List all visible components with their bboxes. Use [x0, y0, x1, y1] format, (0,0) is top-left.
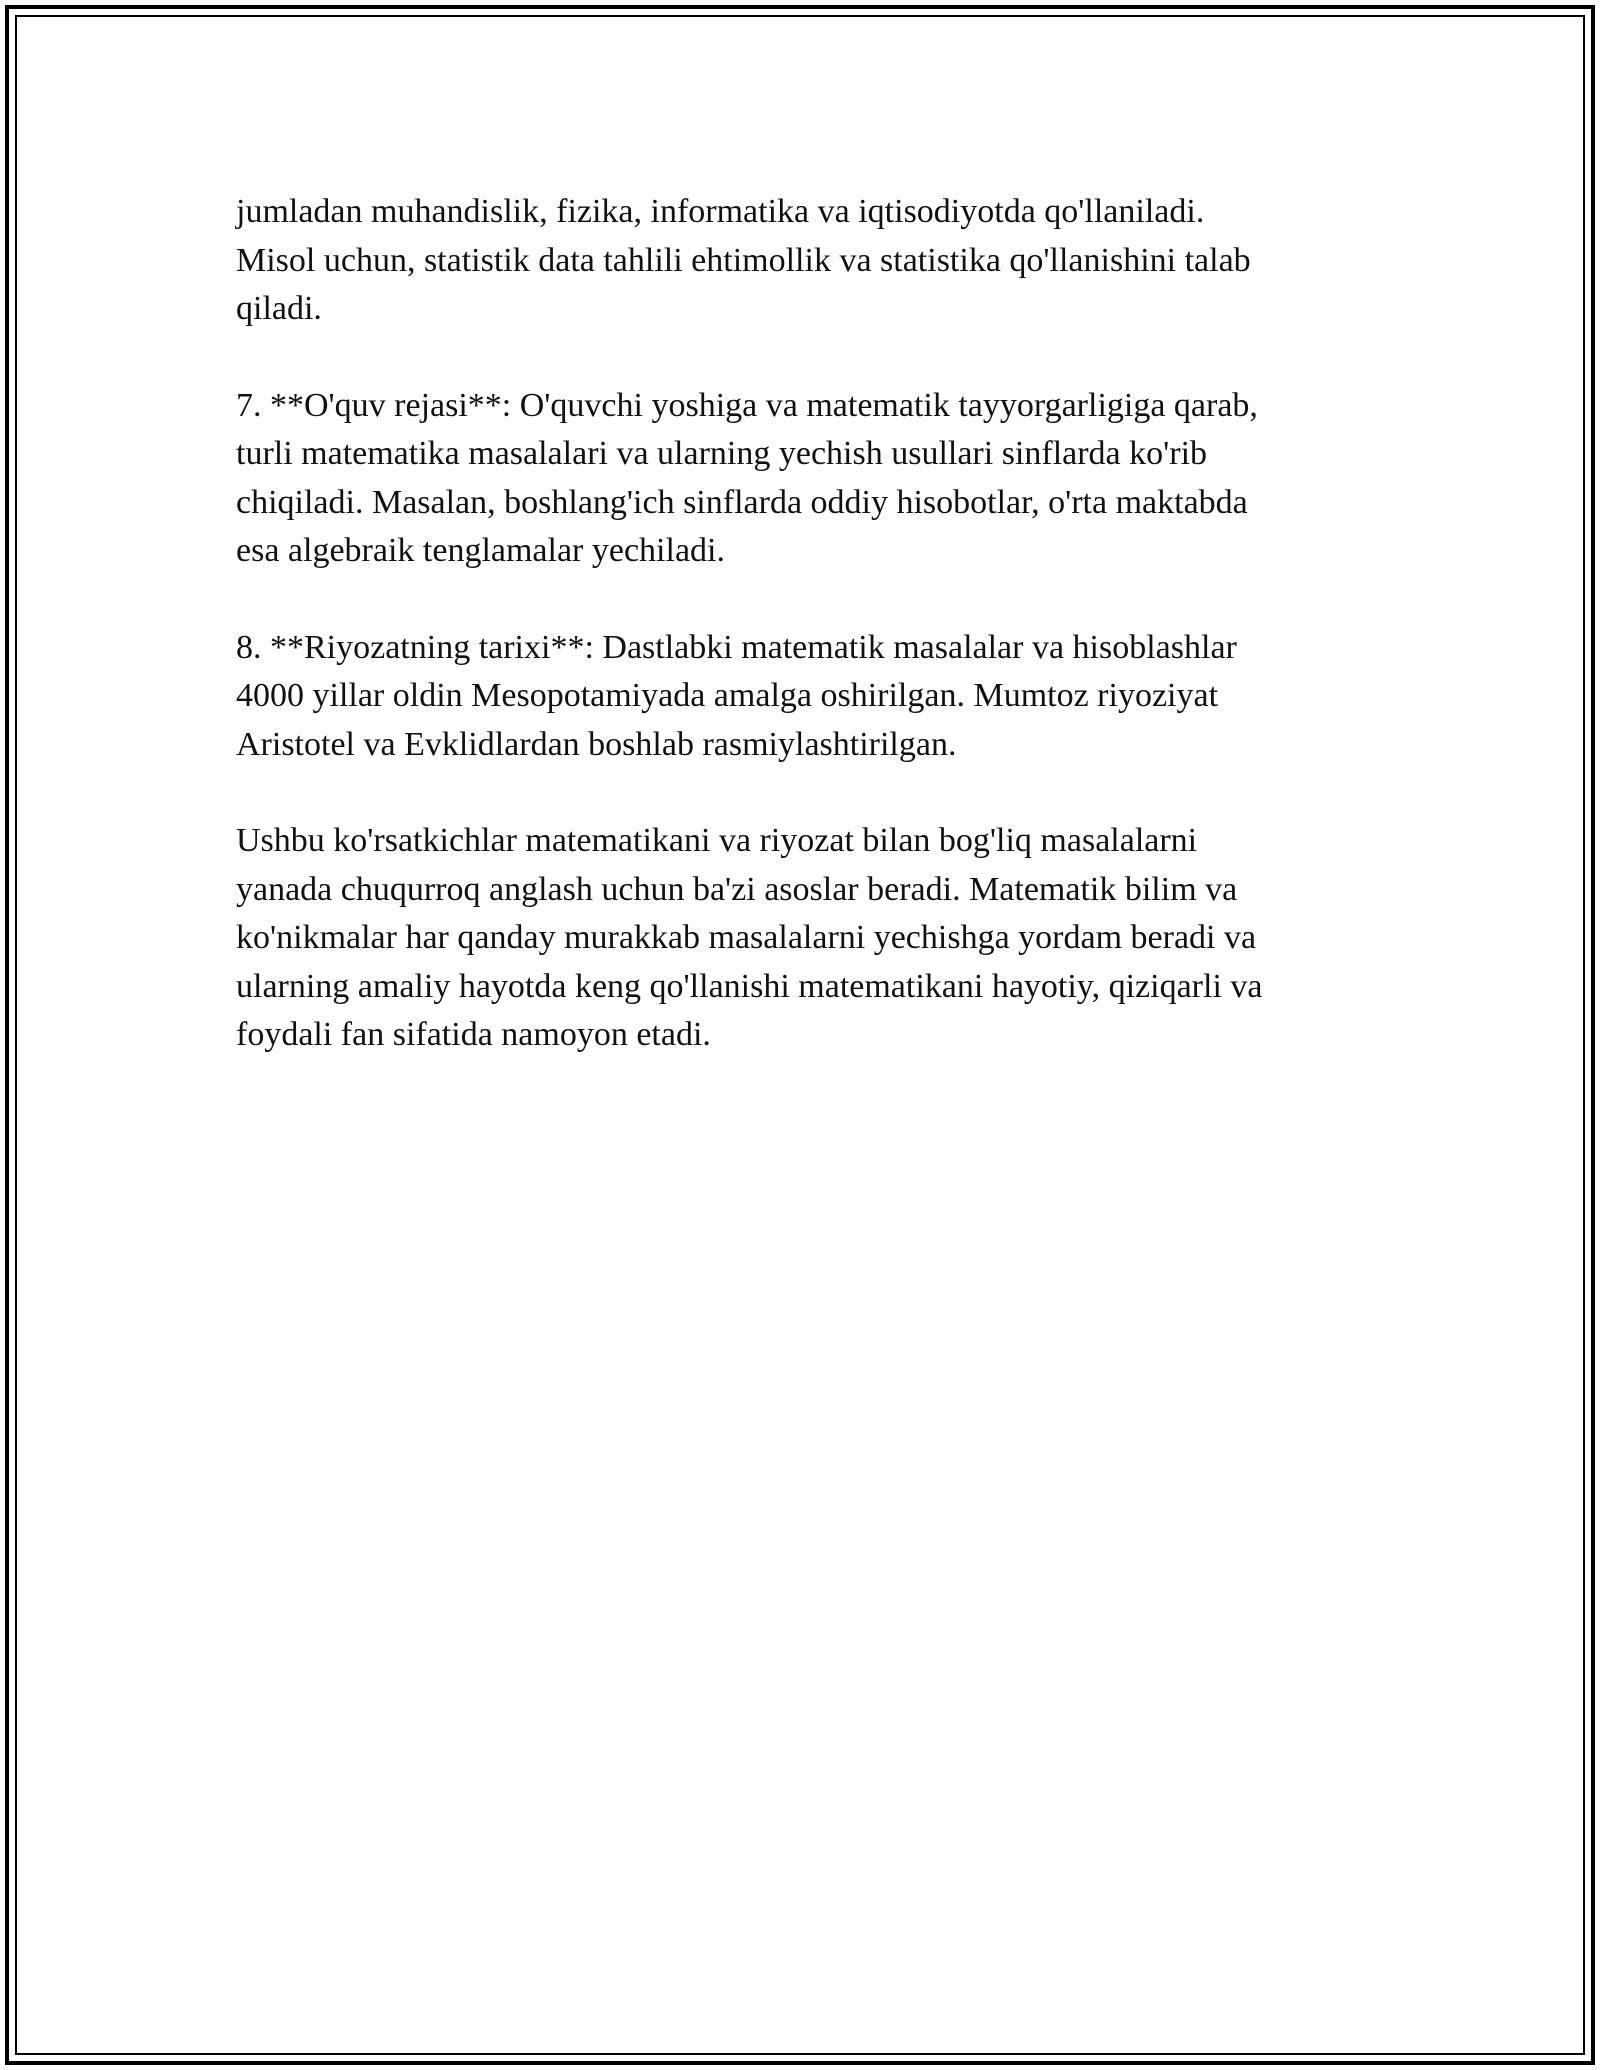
text-line: 7. **O'quv rejasi**: O'quvchi yoshiga va matematik tayyorgarligiga qarab,: [236, 386, 1258, 424]
text-line: 4000 yillar oldin Mesopotamiyada amalga oshirilgan. Mumtoz riyoziyat: [236, 677, 1219, 714]
text-line: Ushbu ko'rsatkichlar matematikani va riyozat bilan bog'liq masalalarni: [236, 822, 1198, 859]
text-line: ko'nikmalar har qanday murakkab masalalarni yechishga yordam beradi va: [236, 919, 1257, 956]
paragraph-item-7: [236, 382, 1364, 576]
text-line: qiladi.: [236, 290, 322, 327]
text-line: foydali fan sifatida namoyon etadi.: [236, 1016, 711, 1053]
text-line: Misol uchun, statistik data tahlili ehtimollik va statistika qo'llanishini talab: [236, 241, 1251, 279]
document-body: [236, 188, 1364, 1108]
text-line: 8. **Riyozatning tarixi**: Dastlabki matematik masalalar va hisoblashlar: [236, 628, 1237, 666]
text-line: ularning amaliy hayotda keng qo'llanishi matematikani hayotiy, qiziqarli va: [236, 967, 1263, 1005]
text-line: esa algebraik tenglamalar yechiladi.: [236, 532, 725, 569]
text-line: turli matematika masalalari va ularning yechish usullari sinflarda ko'rib: [236, 435, 1208, 472]
text-line: jumladan muhandislik, fizika, informatika va iqtisodiyotda qo'llaniladi.: [236, 193, 1205, 230]
paragraph-conclusion: [236, 817, 1364, 1060]
paragraph-item-8: [236, 624, 1364, 770]
text-line: Aristotel va Evklidlardan boshlab rasmiylashtirilgan.: [236, 725, 957, 763]
text-line: yanada chuqurroq anglash uchun ba'zi asoslar beradi. Matematik bilim va: [236, 870, 1238, 908]
text-line: chiqiladi. Masalan, boshlang'ich sinflarda oddiy hisobotlar, o'rta maktabda: [236, 483, 1248, 521]
paragraph-continuation: [236, 188, 1364, 334]
